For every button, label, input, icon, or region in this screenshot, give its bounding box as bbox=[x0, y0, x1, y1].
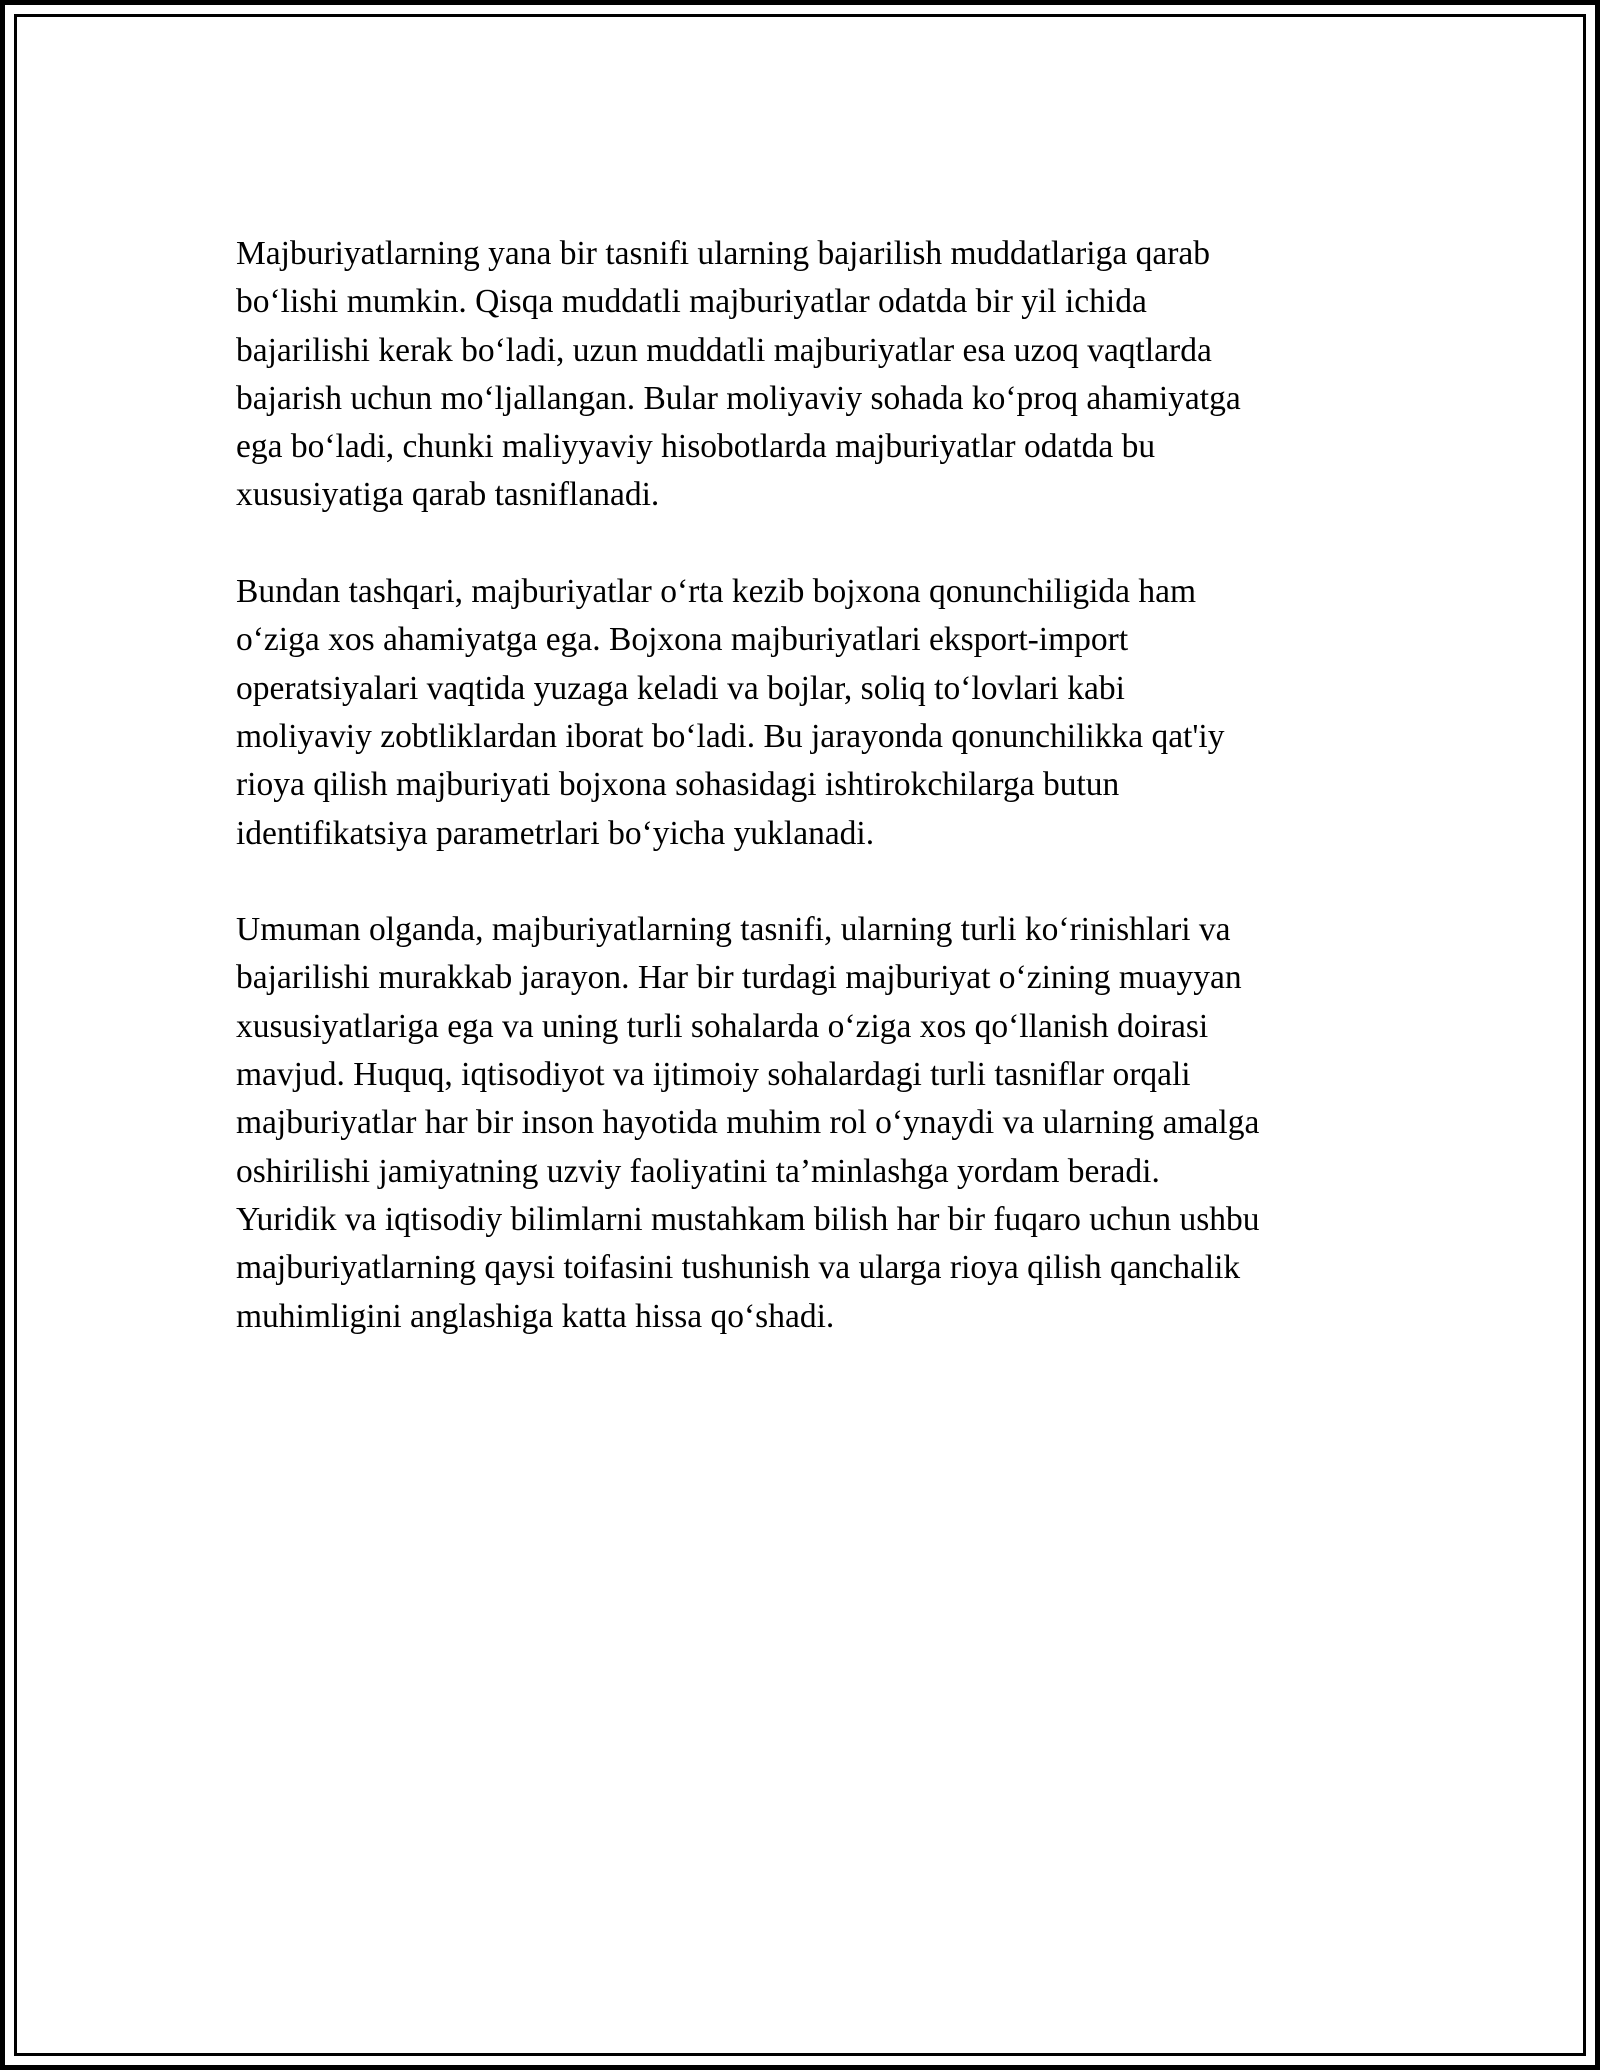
text-line: xususiyatiga qarab tasniflanadi. bbox=[236, 476, 660, 514]
text-line: mavjud. Huquq, iqtisodiyot va ijtimoiy sohalardagi turli tasniflar orqali bbox=[236, 1056, 1191, 1094]
paragraph-2 bbox=[236, 568, 1386, 858]
text-line: Bundan tashqari, majburiyatlar o‘rta kezib bojxona qonunchiligida ham bbox=[236, 573, 1197, 611]
paragraph-3 bbox=[236, 906, 1386, 1341]
text-line: rioya qilish majburiyati bojxona sohasidagi ishtirokchilarga butun bbox=[236, 766, 1120, 804]
text-line: bajarish uchun mo‘ljallangan. Bular moliyaviy sohada ko‘proq ahamiyatga bbox=[236, 379, 1241, 417]
text-line: bajarilishi kerak bo‘ladi, uzun muddatli majburiyatlar esa uzoq vaqtlarda bbox=[236, 331, 1212, 369]
text-line: o‘ziga xos ahamiyatga ega. Bojxona majburiyatlari eksport-import bbox=[236, 621, 1129, 659]
text-line: moliyaviy zobtliklardan iborat bo‘ladi. Bu jarayonda qonunchilikka qat'iy bbox=[236, 717, 1225, 755]
text-line: majburiyatlarning qaysi toifasini tushunish va ularga rioya qilish qanchalik bbox=[236, 1249, 1241, 1287]
text-line: oshirilishi jamiyatning uzviy faoliyatini ta’minlashga yordam beradi. bbox=[236, 1152, 1160, 1190]
text-line: xususiyatlariga ega va uning turli sohalarda o‘ziga xos qo‘llanish doirasi bbox=[236, 1007, 1209, 1045]
text-line: majburiyatlar har bir inson hayotida muhim rol o‘ynaydi va ularning amalga bbox=[236, 1104, 1260, 1142]
text-line: ega bo‘ladi, chunki maliyyaviy hisobotlarda majburiyatlar odatda bu bbox=[236, 428, 1156, 466]
text-line: Majburiyatlarning yana bir tasnifi ularning bajarilish muddatlariga qarab bbox=[236, 235, 1210, 272]
text-line: muhimligini anglashiga katta hissa qo‘shadi. bbox=[236, 1297, 835, 1335]
document-body bbox=[236, 230, 1386, 1389]
text-line: bajarilishi murakkab jarayon. Har bir turdagi majburiyat o‘zining muayyan bbox=[236, 959, 1242, 997]
text-line: bo‘lishi mumkin. Qisqa muddatli majburiyatlar odatda bir yil ichida bbox=[236, 283, 1147, 321]
text-line: identifikatsiya parametrlari bo‘yicha yuklanadi. bbox=[236, 814, 875, 852]
text-line: Umuman olganda, majburiyatlarning tasnifi, ularning turli ko‘rinishlari va bbox=[236, 911, 1231, 949]
text-line: operatsiyalari vaqtida yuzaga keladi va bojlar, soliq to‘lovlari kabi bbox=[236, 669, 1125, 707]
text-line: Yuridik va iqtisodiy bilimlarni mustahkam bilish har bir fuqaro uchun ushbu bbox=[236, 1200, 1260, 1238]
paragraph-1 bbox=[236, 230, 1386, 520]
